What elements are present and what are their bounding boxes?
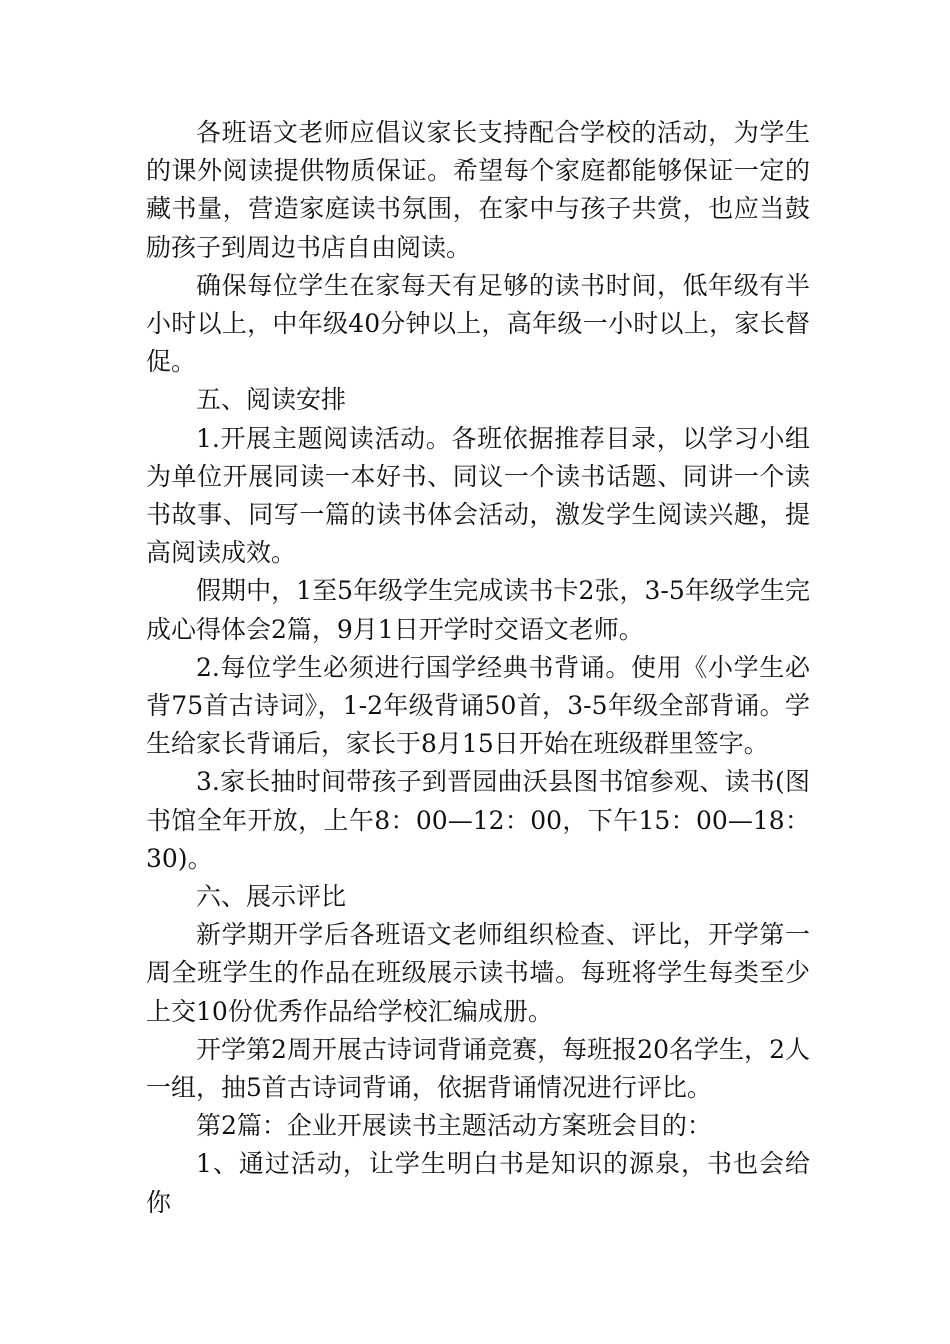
paragraph-poetry-competition: 开学第2周开展古诗词背诵竞赛，每班报20名学生，2人一组，抽5首古诗词背诵，依据背诵情况进行评比。 <box>146 1034 810 1103</box>
paragraph-parent-support: 各班语文老师应倡议家长支持配合学校的活动，为学生的课外阅读提供物质保证。希望每个家庭都能够保证一定的藏书量，营造家庭读书氛围，在家中与孩子共赏，也应当鼓励孩子到周边书店自由阅读。 <box>146 118 810 262</box>
paragraph-holiday-tasks: 假期中，1至5年级学生完成读书卡2张，3-5年级学生完成心得体会2篇，9月1日开学时交语文老师。 <box>146 576 810 644</box>
paragraph-reading-time: 确保每位学生在家每天有足够的读书时间，低年级有半小时以上，中年级40分钟以上，高年级一小时以上，家长督促。 <box>146 270 810 377</box>
paragraph-library-visit: 3.家长抽时间带孩子到晋园曲沃县图书馆参观、读书(图书馆全年开放，上午8：00—12：00，下午15：00—18：30)。 <box>146 767 810 873</box>
section-heading-display-evaluation: 六、展示评比 <box>196 882 347 912</box>
paragraph-theme-reading: 1.开展主题阅读活动。各班依据推荐目录，以学习小组为单位开展同读一本好书、同议一个读书话题、同讲一个读书故事、同写一篇的读书体会活动，激发学生阅读兴趣，提高阅读成效。 <box>146 423 810 568</box>
section-heading-article-two: 第2篇：企业开展读书主题活动方案班会目的： <box>196 1111 712 1141</box>
document-body <box>146 114 810 1222</box>
paragraph-classics-recitation: 2.每位学生必须进行国学经典书背诵。使用《小学生必背75首古诗词》，1-2年级背诵50首，3-5年级全部背诵。学生给家长背诵后，家长于8月15日开始在班级群里签字。 <box>146 652 810 759</box>
section-heading-reading-arrangement: 五、阅读安排 <box>196 385 347 415</box>
paragraph-new-semester-evaluation: 新学期开学后各班语文老师组织检查、评比，开学第一周全班学生的作品在班级展示读书墙。每班将学生每类至少上交10份优秀作品给学校汇编成册。 <box>146 920 810 1026</box>
paragraph-activity-goal: 1、通过活动，让学生明白书是知识的源泉，书也会给你 <box>146 1149 810 1217</box>
